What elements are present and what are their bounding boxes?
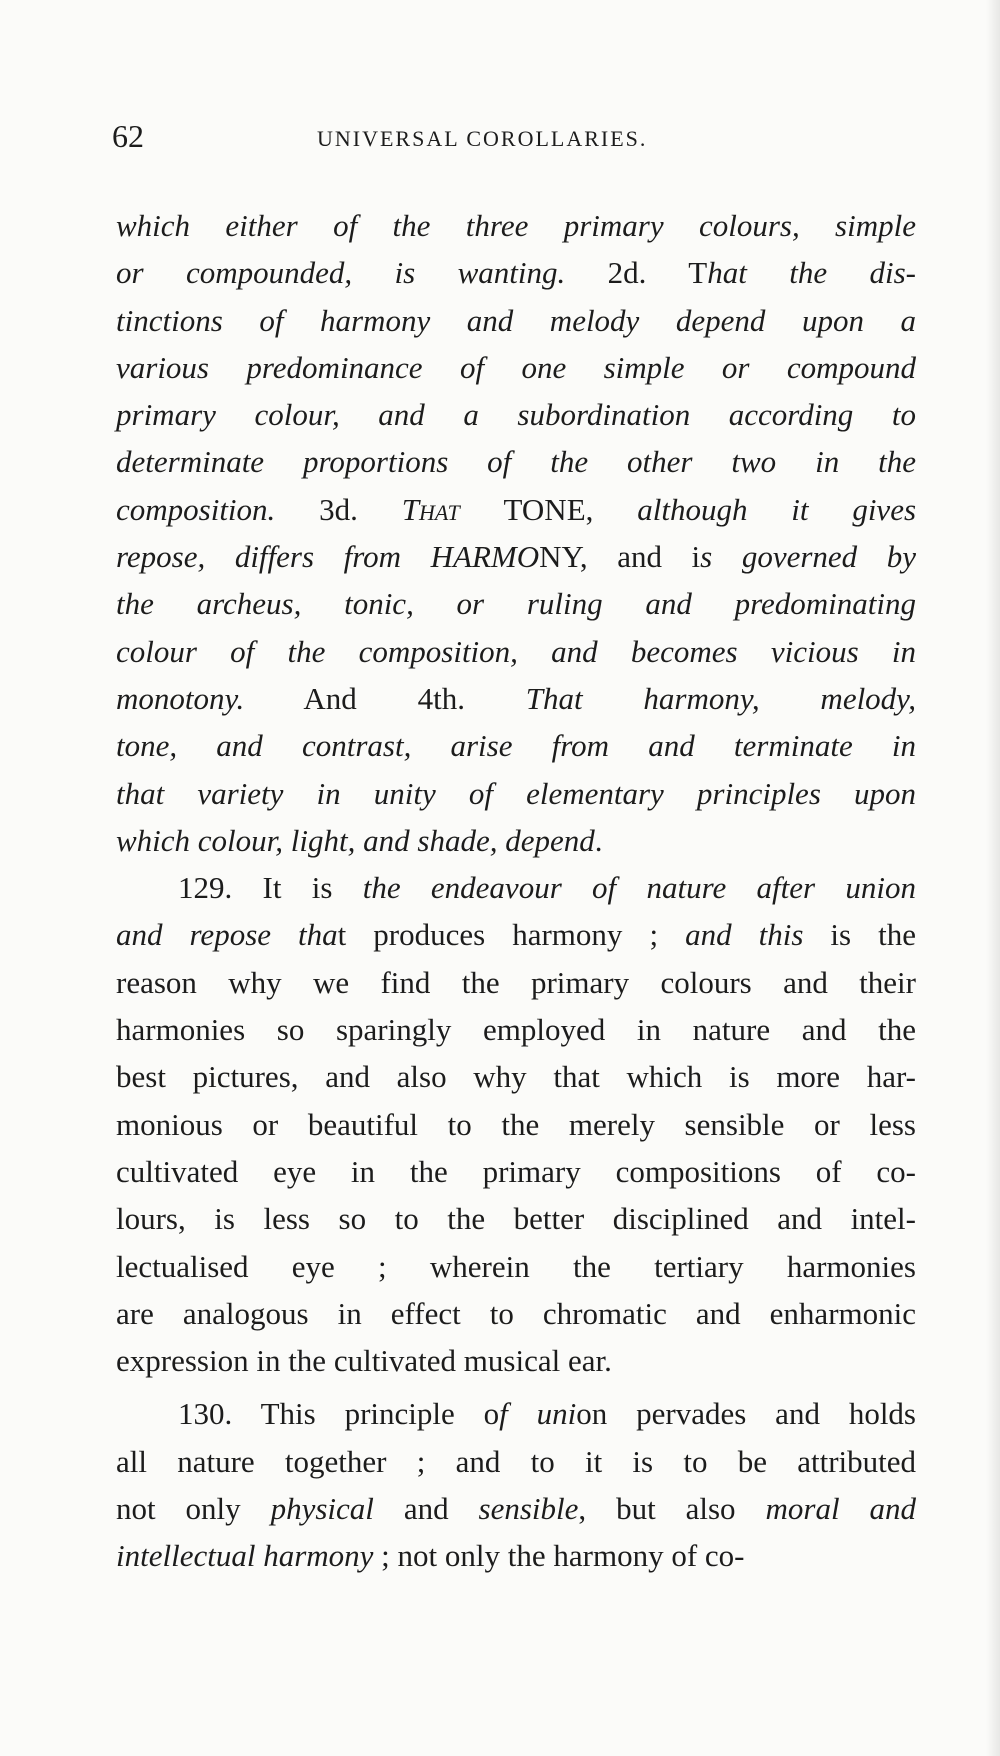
text-line: monious or beautiful to the merely sensible or less (116, 1106, 916, 1142)
text-line: lours, is less so to the better disciplined and intel- (116, 1201, 916, 1237)
text-line: colour of the composition, and becomes vicious in (116, 633, 916, 669)
page-header (112, 118, 912, 166)
text-line: the archeus, tonic, or ruling and predominating (116, 586, 916, 622)
text-line: determinate proportions of the other two in the (116, 444, 916, 480)
text-line: not only physical and sensible, but also moral and (116, 1491, 916, 1527)
text-line: reason why we find the primary colours and their (116, 964, 916, 1000)
running-title: UNIVERSAL COROLLARIES. (317, 126, 648, 151)
page-edge-shadow (986, 0, 1000, 1756)
text-line: primary colour, and a subordination according to (116, 397, 916, 433)
text-line: 129. It is the endeavour of nature after union (178, 870, 916, 906)
text-line: tinctions of harmony and melody depend upon a (116, 302, 916, 338)
text-line: expression in the cultivated musical ear. (116, 1343, 612, 1379)
text-line: cultivated eye in the primary compositions of co- (116, 1153, 916, 1189)
text-line: are analogous in effect to chromatic and enharmonic (116, 1295, 916, 1331)
text-line: best pictures, and also why that which is more har- (116, 1059, 916, 1095)
text-line: and repose that produces harmony ; and this is the (116, 917, 916, 953)
text-line: harmonies so sparingly employed in nature and the (116, 1012, 916, 1048)
text-line: that variety in unity of elementary principles upon (116, 775, 916, 811)
page-number: 62 (112, 118, 144, 154)
text-line: all nature together ; and to it is to be attributed (116, 1443, 916, 1479)
body-text (116, 202, 916, 1580)
text-line: composition. 3d. That TONE, although it gives (116, 491, 917, 527)
text-line: which either of the three primary colours, simple (116, 208, 916, 243)
text-line: various predominance of one simple or compound (116, 349, 916, 385)
text-line: tone, and contrast, arise from and terminate in (116, 728, 916, 764)
text-line: repose, differs from HARMONY, and is governed by (116, 539, 916, 575)
text-line: lectualised eye ; wherein the tertiary harmonies (116, 1248, 916, 1284)
text-line: 130. This principle of union pervades and holds (178, 1396, 916, 1432)
text-line: intellectual harmony ; not only the harmony of co- (116, 1538, 745, 1574)
text-line: monotony. And 4th. That harmony, melody, (116, 680, 916, 716)
text-line: or compounded, is wanting. 2d. That the dis- (116, 255, 916, 291)
text-line: which colour, light, and shade, depend. (116, 822, 603, 858)
